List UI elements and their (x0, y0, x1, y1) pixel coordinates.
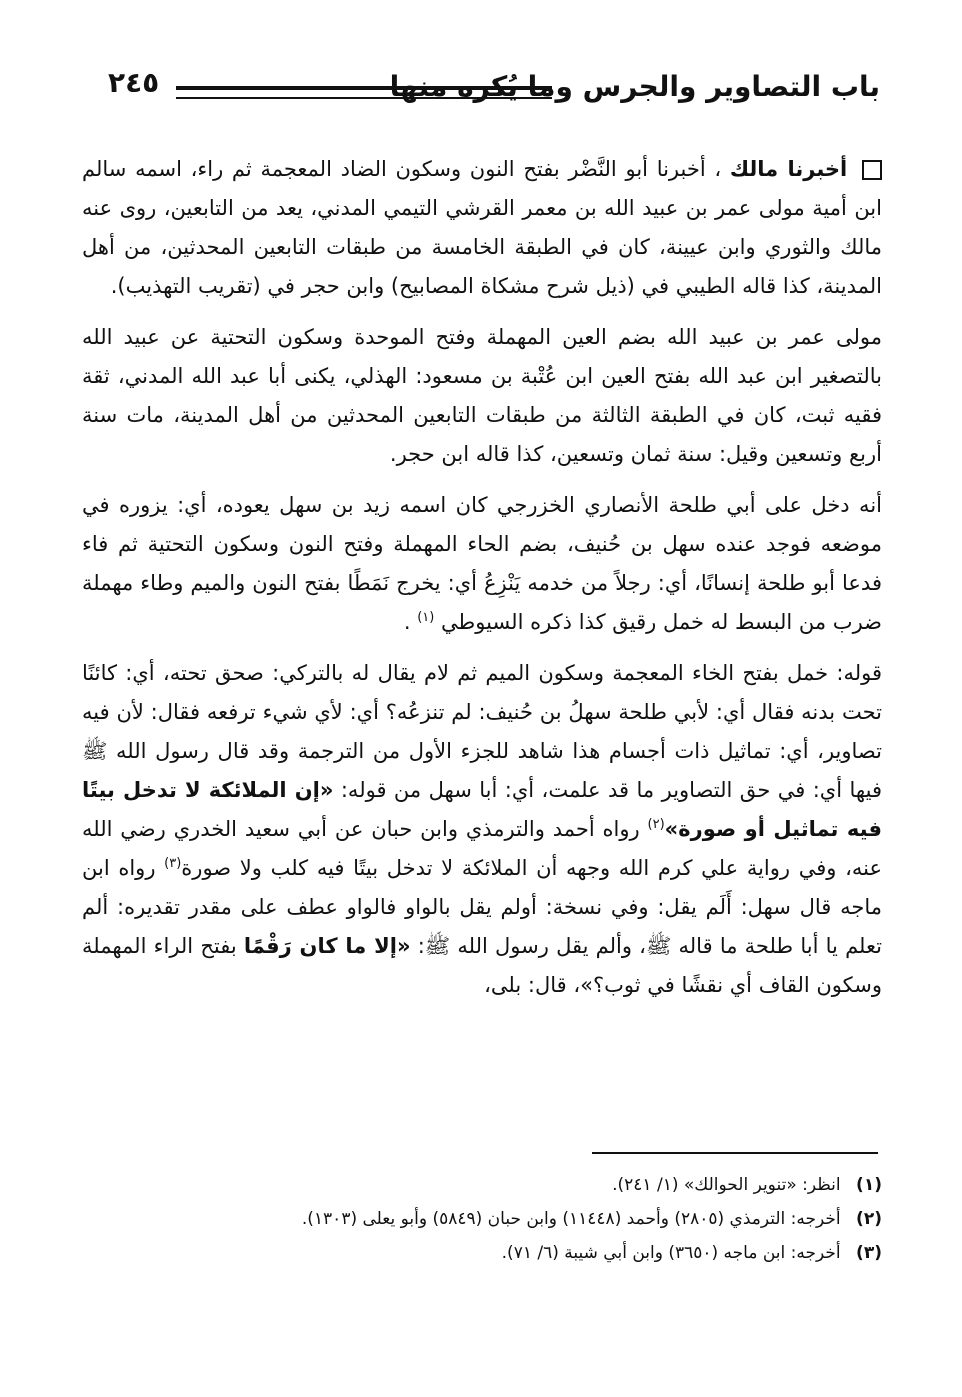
paragraph-text: رواه ابن ماجه قال سهل: أَلَم يقل: وفي نسخة: أولم يقل بالواو فالواو عطف على مقدر تقديره: ألم تعلم يا أبا طلحة ما قاله ﷺ، وألم يقل رسول الله ﷺ: (82, 856, 882, 958)
footnote-number: (١) (856, 1175, 882, 1195)
footnote-ref-1[interactable]: (١) (417, 610, 435, 625)
page-number: ٢٤٥ (108, 66, 160, 99)
paragraph-1 (82, 150, 882, 306)
header-rule (176, 86, 552, 99)
footnote-1 (160, 1168, 882, 1202)
paragraph-text: مولى عمر بن عبيد الله بضم العين المهملة وفتح الموحدة وسكون التحتية عن عبيد الله بالتصغير ابن عبد الله بفتح العين ابن عُتْبة بن مسعود: الهذلي، يكنى أبا عبد الله المدني، ثقة فقيه ثبت، كان في الطبقة الثالثة من طبقات التابعين المحدثين من أهل المدينة، مات سنة أربع وتسعين وقيل: سنة ثمان وتسعين، كذا قاله ابن حجر. (82, 325, 882, 466)
paragraph-text: أنه دخل على أبي طلحة الأنصاري الخزرجي كان اسمه زيد بن سهل يعوده، أي: يزوره في موضعه فوجد عنده سهل بن حُنيف، بضم الحاء المهملة وفتح النون وسكون التحتية ثم فاء فدعا أبو طلحة إنسانًا، أي: رجلاً من خدمه يَنْزِعُ أي: يخرج نَمَطًا بفتح النون والميم وطاء مهملة ضرب من البسط له خمل رقيق كذا ذكره السيوطي (82, 493, 882, 634)
paragraph-4 (82, 654, 882, 1005)
paragraph-3 (82, 486, 882, 642)
footnote-divider (592, 1152, 878, 1154)
lead-phrase: أخبرنا مالك (729, 157, 848, 181)
hadith-quote: «إلا ما كان رَقْمًا (243, 934, 411, 958)
footnote-number: (٣) (856, 1243, 882, 1263)
main-text (82, 150, 882, 1017)
square-marker-icon (862, 160, 882, 180)
footnote-text: انظر: «تنوير الحوالك» (١/ ٢٤١). (612, 1175, 841, 1195)
hadith-quote: «إن الملائكة لا تدخل بيتًا فيه تماثيل أو صورة» (82, 778, 882, 841)
footnote-number: (٢) (856, 1209, 882, 1229)
paragraph-tail: . (403, 610, 411, 634)
running-header (100, 60, 880, 110)
paragraph-2 (82, 318, 882, 474)
footnote-text: أخرجه: الترمذي (٢٨٠٥) وأحمد (١١٤٤٨) وابن حبان (٥٨٤٩) وأبو يعلى (١٣٠٣). (301, 1209, 841, 1229)
paragraph-text: ، أخبرنا أبو النَّضْر بفتح النون وسكون الضاد المعجمة ثم راء، اسمه سالم ابن أمية مولى عمر بن عبيد الله بن معمر القرشي التيمي المدني، يعد من التابعين، روى عنه مالك والثوري وابن عيينة، كان في الطبقة الخامسة من طبقات التابعين المحدثين، من أهل المدينة، كذا قاله الطيبي في (ذيل شرح مشكاة المصابيح) وابن حجر في (تقريب التهذيب). (82, 157, 882, 298)
footnote-ref-3[interactable]: (٣) (164, 856, 182, 871)
footnote-ref-2[interactable]: (٢) (647, 817, 665, 832)
footnote-text: أخرجه: ابن ماجه (٣٦٥٠) وابن أبي شيبة (٦/ ٧١). (501, 1243, 841, 1263)
paragraph-text: قوله: خمل بفتح الخاء المعجمة وسكون الميم ثم لام يقال له بالتركي: صحق تحته، أي: كائنًا تحت بدنه فقال أي: لأبي طلحة سهلُ بن حُنيف: لم تنزعُه؟ أي: لأي شيء ترفعه فقال: لأن فيه تصاوير، أي: تماثيل ذات أجسام هذا شاهد للجزء الأول من الترجمة وقد قال رسول الله ﷺ فيها أي: في حق التصاوير ما قد علمت، أي: أبا سهل من قوله: (82, 661, 882, 802)
paragraph-text: بفتح الراء المهملة وسكون القاف أي نقشًا في ثوب؟»، قال: بلى، (82, 934, 882, 997)
footnotes (160, 1168, 882, 1270)
paragraph-text: رواه أحمد والترمذي وابن حبان عن أبي سعيد الخدري رضي الله عنه، وفي رواية علي كرم الله وجهه أن الملائكة لا تدخل بيتًا فيه كلب ولا صورة (82, 817, 882, 880)
chapter-title: باب التصاوير والجرس وما يُكره منها (389, 70, 880, 103)
footnote-3 (160, 1236, 882, 1270)
footnote-2 (160, 1202, 882, 1236)
